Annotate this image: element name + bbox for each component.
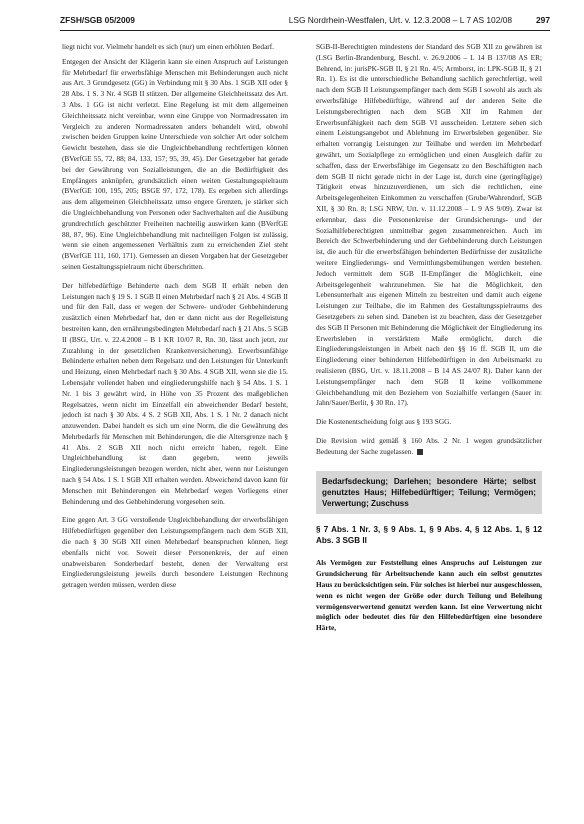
paragraph: SGB-II-Berechtigten mindestens der Standard des SGB XII zu gewähren ist (LSG Berlin-Brandenburg, Beschl. v. 26.9.2006 – L 14 B 137/08 AS ER; Behrend, in: jurisPK-SGB II, § 21 Rn. 4/5; Armborst, in: LPK-SGB II, § 21 Rn. 1). Es ist die unterschiedliche Behandlung sachlich gerechtfertigt, weil nach dem SGB II Leistungsempfänger nach dem SGB I sowohl als auch als erwerbsfähige Hilfebedürftige, während auf der anderen Seite die Leistungsberechtigten nach dem SGB XII im Rahmen der Erwerbsunfähigkeit nach dem SGB VI ausscheiden. Letztere sehen sich einem Leistungsangebot und Ablehnung im Erwerbsleben gegenüber. Sie erhalten vorrangig Leistungen zur Teilhabe und werden im Mehrbedarf gewährt, um Sozialpflege zu ermöglichen und einen Ausgleich dafür zu schaffen, dass der Erwerbsfähige im Gegensatz zu den Beschäftigten nach dem SGB II nicht gerade nicht in der Lage ist, durch eine (geringfügige) Tätigkeit etwas hinzuzuverdienen, um sich die rechtlichen, eine Arbeitsgelegenheiten Einkommen zu verschaffen (Grube/Wahrendorf, SGB XII, § 30 Rn. 8; LSG NRW, Urt. v. 11.12.2008 – L 9 AS 9/09). Zwar ist erkennbar, dass die Personenkreise der Grundsicherungs- und der Sozialhilfeberechtigten unmittelbar gegen zusammenreichen. Auch im Bereich der Schwerbehinderung und der Gehbehinderung durch Leistungen ist, die auch für die erwerbsfähigen behinderten Bedürfnisse der zusätzliche weitere Eingliederungs- und Vermittlungsbemühungen werden bestehen. Jedoch vermittelt dem SGB II-Empfänger die Möglichkeit, eine Arbeitsgelegenheit wahrzunehmen. Sie hat die Möglichkeit, den Lebensunterhalt aus eigenen Mitteln zu bestreiten und damit auch eigene Leistungen zur Teilhabe, die im Rahmen des Gestaltungsspielraums des Gesetzgebers zu sehen sind. Daneben ist zu beachten, dass der Gesetzgeber des SGB II Personen mit Behinderung die Möglichkeit der Eingliederung ins Erwerbsleben in verstärktem Maße ermöglicht, durch die Eingliederungsleistungen in Arbeit nach den §§ 16 ff. SGB II, um die Eingliederung einer behinderten Hilfebedürftigen in den Arbeitsmarkt zu realisieren (BSG, Urt. v. 18.11.2008 – B 14 AS 24/07 R). Daher kann der Leistungsempfänger nach dem SGB II keine vollkommene Gleichbehandlung mit den Beziehern von Sozialhilfe verlangen (Sauer in: Jahn/Sauer/Berlit, § 30 Rn. 17). — [316, 42, 542, 408]
running-header — [60, 13, 550, 27]
header-rule — [60, 30, 550, 31]
paragraph: Eine gegen Art. 3 GG verstoßende Ungleichbehandlung der erwerbsfähigen Hilfebedürftigen gegenüber den Leistungsempfängern nach dem SGB XII, die nach § 30 SGB XII einen Mehrbedarf beanspruchen können, liegt ebenfalls nicht vor. Soweit dieser Personenkreis, der auf einen unabweisbaren Sonderbedarf besteht, denen der Verwaltung erst Eingliederungsleistung jeweils durch besondere Leistungen Rechnung getragen werden müssen, werden diese — [62, 515, 288, 590]
header-right — [289, 14, 550, 26]
case-citation: LSG Nordrhein-Westfalen, Urt. v. 12.3.2008 – L 7 AS 102/08 — [288, 15, 513, 25]
norm-references: § 7 Abs. 1 Nr. 3, § 9 Abs. 1, § 9 Abs. 4, § 12 Abs. 1, § 12 Abs. 3 SGB II — [316, 525, 542, 546]
keyword-box: Bedarfsdeckung; Darlehen; besondere Härte; selbst genutztes Haus; Hilfebedürftiger; Teilung; Vermögen; Verwertung; Zuschuss — [316, 471, 542, 514]
end-of-article-mark — [417, 449, 423, 455]
paragraph: Der hilfebedürftige Behinderte nach dem SGB II erhält neben den Leistungen nach § 19 S. 1 SGB II einen Mehrbedarf nach § 21 Abs. 4 SGB II und für den Fall, dass er wegen der Schwere- und/oder Gehbehinderung zusätzlich einen Mehrbedarf hat, den er dann nicht aus der Regelleistung bestreiten kann, den ernährungsbedingten Mehrbedarf nach § 21 Abs. 5 SGB II (BSG, Urt. v. 22.4.2008 – B 1 KR 10/07 R, Rn. 30, lässt auch jetzt, zur Zuzahlung in der gesetzlichen Krankenversicherung). Erwerbsunfähige Behinderte erhalten neben dem Regelsatz und den Leistungen für Unterkunft und Heizung, einen Mehrbedarf nach § 30 Abs. 4 SGB XII, wenn sie die 15. Lebensjahr vollendet haben und eingliederungshilfe nach § 54 Abs. 1 S. 1 Nr. 1 bis 3 gewährt wird, in Höhe von 35 Prozent des maßgeblichen Regelsatzes, wenn nicht im Einzelfall ein abweichender Bedarf besteht, jedoch ist nach § 30 Abs. 4 S. 2 SGB XII, Abs. 1 S. 1 Nr. 2 danach nicht anzuwenden. Dabei handelt es sich um eine Norm, die die Gewährung des Mehrbedarfs für Menschen mit Behinderungen, die die Altersgrenze nach § 41 Abs. 2 SGB XII noch nicht erreicht haben, regelt. Eine Ungleichbehandlung ist dann gegeben, wenn jeweils Eingliederungsleistungen bezogen werden, nicht aber, wenn nur Leistungen nach § 54 Abs. 1 S. 1 SGB XII erhalten werden. Abweichend davon kann für Menschen mit Behinderungen ein Mehrbedarf wegen Vorliegens einer Behinderung und des Gehbehinderung vorgesehen sein. — [62, 280, 288, 506]
journal-name: ZFSH/SGB 05/2009 — [60, 15, 135, 25]
right-column — [316, 42, 542, 634]
paragraph: Die Kostenentscheidung folgt aus § 193 SGG. — [316, 417, 452, 427]
closing-paragraph — [316, 436, 542, 458]
page-number: 297 — [536, 15, 550, 25]
paragraph: liegt nicht vor. Vielmehr handelt es sich (nur) um einen erhöhten Bedarf. — [62, 42, 274, 51]
paragraph: Entgegen der Ansicht der Klägerin kann sie einen Anspruch auf Leistungen für Mehrbedarf für erwerbsfähige Menschen mit Behinderungen auch nicht aus Art. 3 Grundgesetz (GG) in Verbindung mit § 30 Abs. 1 SGB XII oder § 28 Abs. 1 S. 3 Nr. 4 SGB II stützen. Der allgemeine Gleichheitssatz des Art. 3 Abs. 1 GG ist nicht verletzt. Eine Regelung ist mit dem allgemeinen Gleichheitssatz nicht vereinbar, wenn eine Gruppe von Normadressaten im Vergleich zu anderen Normadressaten anders behandelt wird, obwohl zwischen beiden Gruppen keine Unterschiede von solcher Art oder solchem Gewicht bestehen, dass sie die Ungleichbehandlung rechtfertigen können (BVerfGE 55, 72, 88; 84, 133, 157; 95, 39, 45). Der Gesetzgeber hat gerade bei der Gewährung von Sozialleistungen, die an die Bedürftigkeit des Empfängers anknüpfen, grundsätzlich einen weiten Gestaltungsspielraum (BVerfGE 100, 195, 205; BSGE 97, 172, 178). Es ergeben sich allerdings aus dem allgemeinen Gleichheitssatz umso engere Grenzen, je stärker sich die Ungleichbehandlung von Personen oder Sachverhalten auf die Ausübung grundrechtlich geschützter Freiheiten nachteilig auswirken kann (BVerfGE 88, 87, 96). Eine Ungleichbehandlung mit nachteiligen Folgen ist zulässig, wenn sie einen angemessenen Verhältnis zum zu erreichenden Ziel steht (BVerfGE 111, 160, 171). Gemessen an diesen Vorgaben hat der Gesetzgeber seinen Gestaltungsspielraum nicht überschritten. — [62, 56, 288, 271]
left-column — [62, 42, 288, 599]
headnote: Als Vermögen zur Feststellung eines Anspruchs auf Leistungen zur Grundsicherung für Arbeitsuchende kann auch ein selbst genutztes Haus zu berücksichtigen sein. Für solches ist hierbei nur ausgeschlossen, wenn es nicht wegen der Größe oder durch Teilung und Beleihung vermögensverwertend genutzt werden kann. Ist eine Verwertung nicht möglich oder bedeutet dies für den Hilfebedürftigen eine besondere Härte, — [316, 558, 542, 633]
revision-text: Die Revision wird gemäß § 160 Abs. 2 Nr. 1 wegen grundsätzlicher Bedeutung der Sache zugelassen. — [316, 435, 542, 456]
